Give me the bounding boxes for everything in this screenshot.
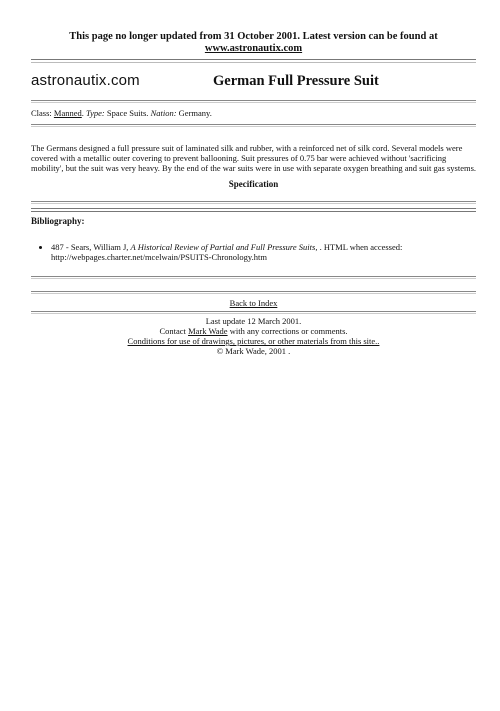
update-notice (31, 31, 476, 55)
header-divider (31, 100, 476, 103)
bibliography-list (31, 242, 476, 262)
page-title: German Full Pressure Suit (213, 73, 379, 89)
bib-prefix: 487 - Sears, William J, (51, 242, 131, 252)
specification-heading: Specification (228, 179, 279, 189)
meta-divider (31, 124, 476, 127)
conditions-link[interactable]: Conditions for use of drawings, pictures, or other materials from this site.. (127, 336, 380, 346)
nation-value: Germany. (178, 108, 212, 118)
footer-divider (31, 311, 476, 314)
copyright: © Mark Wade, 2001 . (216, 346, 291, 356)
back-to-index-link[interactable]: Back to Index (229, 298, 278, 308)
footer (31, 316, 476, 356)
notice-url-link[interactable]: www.astronautix.com (204, 43, 303, 54)
contact-line (31, 326, 476, 336)
classification-line: Class: Manned. Type: Space Suits. Nation: Germany. (31, 108, 212, 118)
class-label: Class: (31, 108, 52, 118)
bib-divider-1 (31, 276, 476, 279)
bib-title: A Historical Review of Partial and Full Pressure Suits (130, 242, 316, 252)
type-label: Type: (86, 108, 105, 118)
spec-divider-2 (31, 208, 476, 212)
bib-divider-2 (31, 291, 476, 294)
top-divider (31, 59, 476, 63)
list-item (51, 242, 476, 262)
bib-suffix: , . HTML when accessed: http://webpages.charter.net/mcelwain/PSUITS-Chronology.htm (51, 242, 403, 262)
last-update: Last update 12 March 2001. (205, 316, 302, 326)
site-logo[interactable]: astronautix.com (31, 72, 140, 89)
contact-link[interactable]: Mark Wade (188, 326, 228, 336)
description-paragraph: The Germans designed a full pressure suit of laminated silk and rubber, with a reinforced net of silk cord. Several models were covered with a metallic outer covering to prevent ballooning. Suit pressures of 0.75 bar were achieved without 'sacrificing mobility', but the suit was very heavy. By the end of the war suits were in use with separate oxygen breathing and suit gas systems. (31, 143, 477, 173)
contact-prefix: Contact (159, 326, 189, 336)
spec-divider-1 (31, 201, 476, 204)
class-link[interactable]: Manned (53, 108, 82, 118)
type-value: Space Suits. (106, 108, 149, 118)
print-footer-strip (0, 700, 500, 711)
notice-text: This page no longer updated from 31 October 2001. Latest version can be found at (69, 31, 438, 42)
contact-suffix: with any corrections or comments. (227, 326, 348, 336)
bibliography-heading: Bibliography: (31, 216, 85, 226)
page (31, 0, 476, 356)
nation-label: Nation: (150, 108, 177, 118)
page-header (31, 72, 476, 92)
